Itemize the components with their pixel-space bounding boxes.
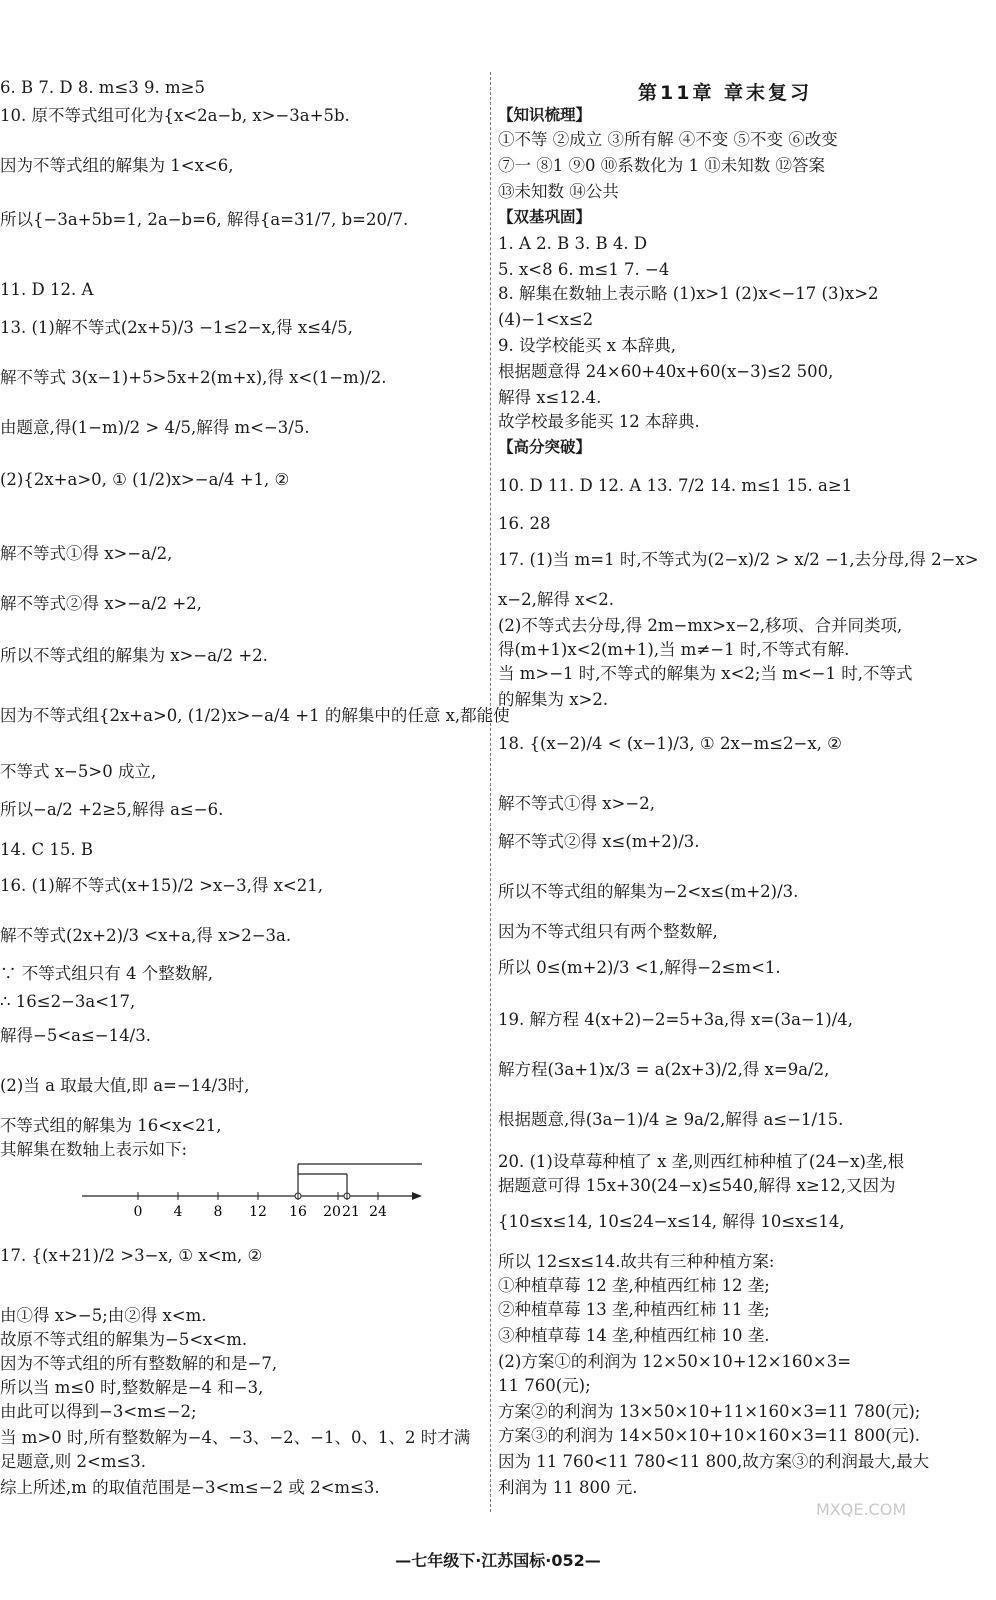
chapter-title: 第11章 章末复习 [638, 82, 813, 104]
answer-line: 解不等式①得 x>−a/2, [0, 544, 173, 563]
answer-line: 所以{−3a+5b=1, 2a−b=6, 解得{a=31/7, b=20/7. [0, 210, 409, 229]
answer-line: ①种植草莓 12 垄,种植西红柿 12 垄; [498, 1276, 770, 1295]
answer-line: 当 m>0 时,所有整数解为−4、−3、−2、−1、0、1、2 时才满 [0, 1428, 471, 1447]
column-divider [490, 72, 491, 1512]
answer-line: ∵ 不等式组只有 4 个整数解, [0, 964, 213, 983]
answer-line: ③种植草莓 14 垄,种植西红柿 10 垄. [498, 1326, 770, 1345]
answer-line: 5. x<8 6. m≤1 7. −4 [498, 260, 670, 279]
watermark: MXQE.COM [816, 1500, 907, 1519]
answer-line: 其解集在数轴上表示如下: [0, 1140, 188, 1159]
answer-line: 因为不等式组的所有整数解的和是−7, [0, 1354, 278, 1373]
answer-line: 所以不等式组的解集为−2<x≤(m+2)/3. [498, 882, 799, 901]
answer-line: 17. {(x+21)/2 >3−x, ① x<m, ② [0, 1246, 263, 1265]
answer-line: ①不等 ②成立 ③所有解 ④不变 ⑤不变 ⑥改变 [498, 130, 838, 149]
answer-line: (2)不等式去分母,得 2m−mx>x−2,移项、合并同类项, [498, 616, 903, 635]
section-heading: 【高分突破】 [498, 438, 592, 456]
answer-line: 10. D 11. D 12. A 13. 7/2 14. m≤1 15. a≥1 [498, 476, 853, 495]
tick-label: 21 [342, 1204, 360, 1220]
answer-line: 解得 x≤12.4. [498, 388, 602, 407]
answer-line: 14. C 15. B [0, 840, 93, 859]
answer-line: ⑦一 ⑧1 ⑨0 ⑩系数化为 1 ⑪未知数 ⑫答案 [498, 156, 825, 175]
answer-line: 因为 11 760<11 780<11 800,故方案③的利润最大,最大 [498, 1452, 930, 1471]
answer-line: 11. D 12. A [0, 280, 94, 299]
answer-line: 利润为 11 800 元. [498, 1478, 638, 1497]
tick-label: 24 [369, 1204, 387, 1220]
section-heading: 【双基巩固】 [498, 208, 592, 226]
answer-line: 因为不等式组{2x+a>0, (1/2)x>−a/4 +1 的解集中的任意 x,都能使 [0, 706, 510, 725]
answer-line: 17. (1)当 m=1 时,不等式为(2−x)/2 > x/2 −1,去分母,得 2−x> [498, 550, 979, 569]
answer-line: ∴ 16≤2−3a<17, [0, 992, 136, 1011]
answer-line: 不等式组的解集为 16<x<21, [0, 1116, 222, 1135]
answer-line: 解不等式①得 x>−2, [498, 794, 655, 813]
answer-line: 据题意可得 15x+30(24−x)≤540,解得 x≥12,又因为 [498, 1176, 896, 1195]
answer-line: 方案③的利润为 14×50×10+10×160×3=11 800(元). [498, 1426, 921, 1445]
answer-line: 19. 解方程 4(x+2)−2=5+3a,得 x=(3a−1)/4, [498, 1010, 853, 1029]
answer-line: 11 760(元); [498, 1376, 591, 1395]
answer-line: {10≤x≤14, 10≤24−x≤14, 解得 10≤x≤14, [498, 1212, 845, 1231]
answer-line: 10. 原不等式组可化为{x<2a−b, x>−3a+5b. [0, 106, 350, 125]
answer-line: 20. (1)设草莓种植了 x 垄,则西红柿种植了(24−x)垄,根 [498, 1152, 905, 1171]
answer-line: 的解集为 x>2. [498, 690, 609, 709]
answer-line: 8. 解集在数轴上表示略 (1)x>1 (2)x<−17 (3)x>2 [498, 284, 879, 303]
answer-line: ⑬未知数 ⑭公共 [498, 182, 619, 201]
tick-label: 20 [323, 1204, 341, 1220]
answer-line: 所以当 m≤0 时,整数解是−4 和−3, [0, 1378, 264, 1397]
answer-line: 解不等式(2x+2)/3 <x+a,得 x>2−3a. [0, 926, 292, 945]
answer-line: 解不等式②得 x>−a/2 +2, [0, 594, 202, 613]
tick-label: 4 [173, 1204, 183, 1220]
answer-line: 根据题意,得(3a−1)/4 ≥ 9a/2,解得 a≤−1/15. [498, 1110, 844, 1129]
answer-line: 解方程(3a+1)x/3 = a(2x+3)/2,得 x=9a/2, [498, 1060, 830, 1079]
answer-line: 得(m+1)x<2(m+1),当 m≠−1 时,不等式有解. [498, 640, 850, 659]
answer-line: 故原不等式组的解集为−5<x<m. [0, 1330, 248, 1349]
answer-line: (4)−1<x≤2 [498, 310, 594, 329]
tick-label: 16 [289, 1204, 307, 1220]
answer-line: ②种植草莓 13 垄,种植西红柿 11 垄; [498, 1300, 770, 1319]
section-heading: 【知识梳理】 [498, 106, 592, 124]
answer-line: (2)方案①的利润为 12×50×10+12×160×3= [498, 1352, 852, 1371]
answer-line: 6. B 7. D 8. m≤3 9. m≥5 [0, 78, 205, 97]
answer-line: 因为不等式组只有两个整数解, [498, 922, 718, 941]
answer-line: 根据题意得 24×60+40x+60(x−3)≤2 500, [498, 362, 834, 381]
tick-label: 0 [133, 1204, 143, 1220]
answer-line: 所以不等式组的解集为 x>−a/2 +2. [0, 646, 268, 665]
answer-line: 1. A 2. B 3. B 4. D [498, 234, 648, 253]
tick-label: 8 [213, 1204, 223, 1220]
answer-line: 由题意,得(1−m)/2 > 4/5,解得 m<−3/5. [0, 418, 310, 437]
answer-line: 16. 28 [498, 514, 551, 533]
answer-line: 所以 0≤(m+2)/3 <1,解得−2≤m<1. [498, 958, 781, 977]
answer-line: 足题意,则 2<m≤3. [0, 1452, 147, 1471]
answer-line: 由①得 x>−5;由②得 x<m. [0, 1306, 207, 1325]
answer-line: 所以 12≤x≤14.故共有三种种植方案: [498, 1252, 775, 1271]
answer-line: 13. (1)解不等式(2x+5)/3 −1≤2−x,得 x≤4/5, [0, 318, 353, 337]
answer-line: 所以−a/2 +2≥5,解得 a≤−6. [0, 800, 224, 819]
answer-line: 16. (1)解不等式(x+15)/2 >x−3,得 x<21, [0, 876, 323, 895]
answer-line: 方案②的利润为 13×50×10+11×160×3=11 780(元); [498, 1402, 921, 1421]
answer-line: (2)当 a 取最大值,即 a=−14/3时, [0, 1076, 250, 1095]
answer-line: 因为不等式组的解集为 1<x<6, [0, 156, 234, 175]
number-line [82, 1160, 422, 1220]
number-line-arrow [412, 1192, 422, 1200]
answer-line: 当 m>−1 时,不等式的解集为 x<2;当 m<−1 时,不等式 [498, 664, 913, 683]
page-footer: —七年级下·江苏国标·052— [395, 1551, 601, 1570]
tick-label: 12 [249, 1204, 267, 1220]
answer-line: 综上所述,m 的取值范围是−3<m≤−2 或 2<m≤3. [0, 1478, 380, 1497]
answer-line: 解不等式②得 x≤(m+2)/3. [498, 832, 700, 851]
answer-line: 故学校最多能买 12 本辞典. [498, 412, 700, 431]
answer-line: 18. {(x−2)/4 < (x−1)/3, ① 2x−m≤2−x, ② [498, 734, 842, 753]
answer-line: (2){2x+a>0, ① (1/2)x>−a/4 +1, ② [0, 470, 290, 489]
answer-line: 9. 设学校能买 x 本辞典, [498, 336, 677, 355]
answer-line: 由此可以得到−3<m≤−2; [0, 1402, 197, 1421]
answer-line: 解得−5<a≤−14/3. [0, 1026, 151, 1045]
answer-line: x−2,解得 x<2. [498, 590, 614, 609]
answer-line: 解不等式 3(x−1)+5>5x+2(m+x),得 x<(1−m)/2. [0, 368, 387, 387]
answer-line: 不等式 x−5>0 成立, [0, 762, 157, 781]
